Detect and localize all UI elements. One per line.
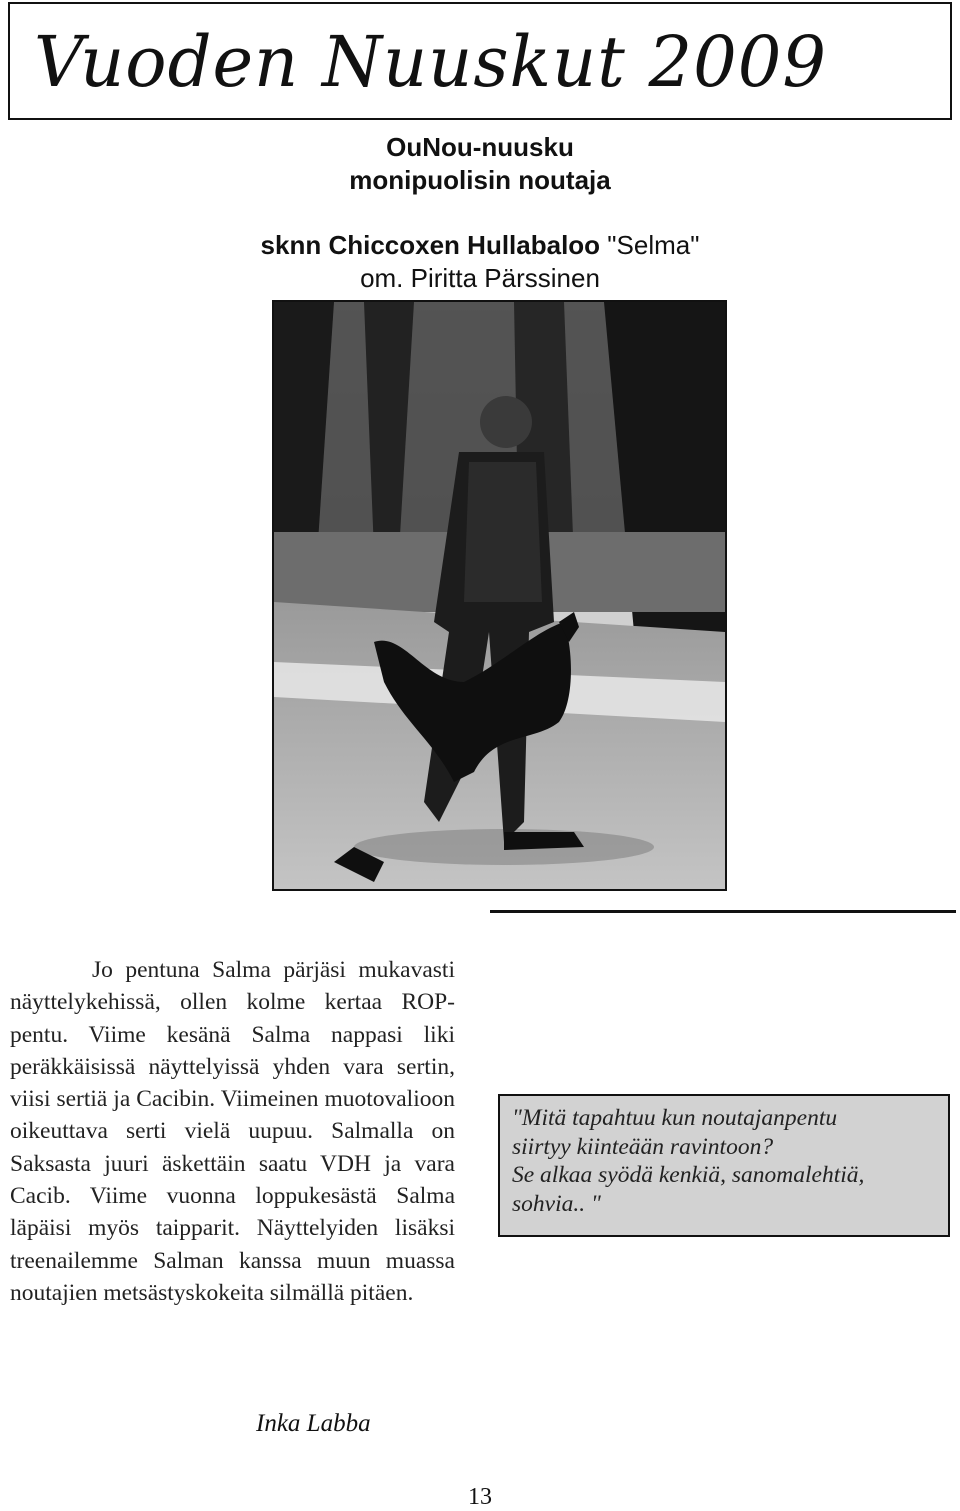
page-title: Vuoden Nuuskut 2009 (34, 21, 828, 103)
page-number: 13 (468, 1484, 492, 1510)
dog-name-line (0, 229, 960, 261)
dog-owner: om. Piritta Pärssinen (360, 263, 600, 293)
quote-line: "Mitä tapahtuu kun noutajanpentu (512, 1105, 838, 1131)
award-subtitle: monipuolisin noutaja (349, 165, 611, 195)
quote-box (498, 1094, 950, 1237)
dog-nickname: "Selma" (607, 230, 700, 260)
article-paragraph: Jo pentuna Salma pärjäsi mukavasti näyttelykehissä, ollen kolme kertaa ROP-pentu. Viime kesänä Salma nappasi liki peräkkäisissä näyttelyissä yhden vara sertin, viisi sertiä ja Cacibin. Viimeinen muotovalioon oikeuttava serti vielä uupuu. Salmalla on Saksasta juuri äskettäin saatu VDH ja vara Cacib. Viime vuonna loppukesästä Salma läpäisi myös taipparit. Näyttelyiden lisäksi treenailemme Salman kanssa muun muassa noutajien metsästyskokeita silmällä pitäen. (10, 957, 455, 1306)
quote-line: Se alkaa syödä kenkiä, sanomalehtiä, (512, 1162, 865, 1188)
author-signature: Inka Labba (256, 1410, 371, 1437)
article-body (10, 954, 455, 1309)
dog-registered-name: sknn Chiccoxen Hullabaloo (260, 230, 601, 260)
dog-handler-photo (272, 300, 727, 891)
award-title: OuNou-nuusku (386, 132, 574, 162)
quote-line: sohvia.. " (512, 1190, 601, 1217)
quote-line: siirtyy kiinteään ravintoon? (512, 1133, 774, 1160)
title-box (8, 2, 952, 120)
section-divider (490, 910, 956, 913)
